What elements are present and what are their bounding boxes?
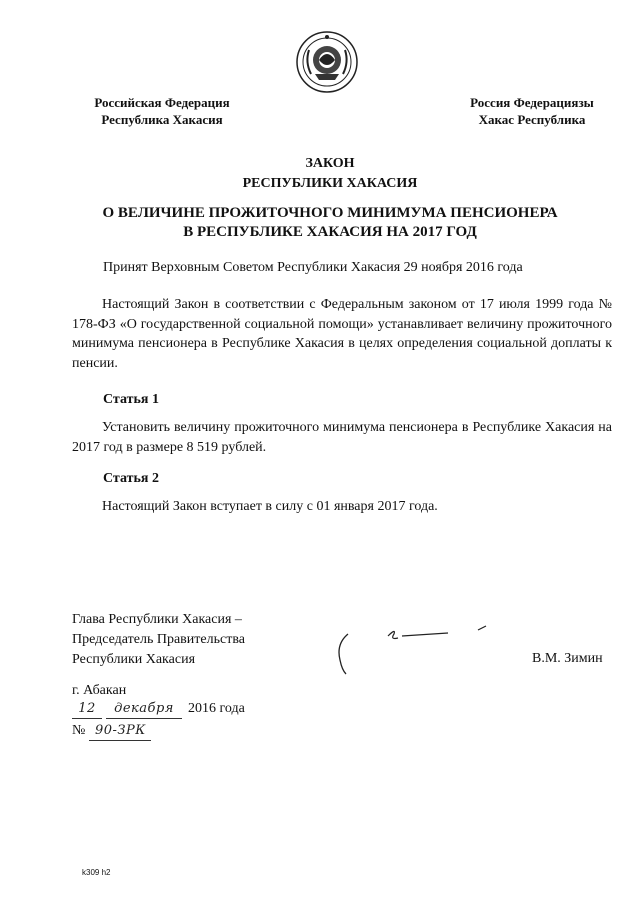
header-left-country: Российская Федерация — [94, 95, 230, 110]
date-year: 2016 года — [188, 701, 245, 716]
signatory-name: В.М. Зимин — [532, 651, 603, 666]
header-right-country: Россия Федерациязы — [470, 95, 594, 110]
handwritten-day: 12 — [72, 700, 102, 719]
number-sign: № — [72, 723, 86, 738]
signatory-position-line: Председатель Правительства — [72, 632, 245, 647]
adoption-statement: Принят Верховным Советом Республики Хакасия 29 ноября 2016 года — [103, 260, 523, 275]
handwritten-month: декабря — [106, 700, 182, 719]
preamble-paragraph: Настоящий Закон в соответствии с Федеральным законом от 17 июля 1999 года № 178-ФЗ «О государственной социальной помощи» устанавливает величину прожиточного минимума пенсионера в Республике Хакасия в целях определения социальной доплаты к пенсии. — [72, 297, 612, 371]
footer-code: k309 h2 — [82, 868, 111, 877]
law-title-line-1: О ВЕЛИЧИНЕ ПРОЖИТОЧНОГО МИНИМУМА ПЕНСИОНЕРА — [102, 205, 558, 221]
document-type: ЗАКОН — [305, 156, 355, 171]
law-title-line-2: В РЕСПУБЛИКЕ ХАКАСИЯ НА 2017 ГОД — [183, 224, 477, 240]
header-right-republic: Хакас Республика — [478, 112, 586, 127]
law-number — [72, 722, 151, 741]
header-left — [86, 94, 238, 128]
handwritten-signature — [330, 620, 500, 680]
article-1-text: Установить величину прожиточного минимума пенсионера в Республике Хакасия на 2017 год в размере 8 519 рублей. — [72, 420, 612, 455]
coat-of-arms-emblem — [295, 30, 359, 94]
article-1-title: Статья 1 — [103, 392, 159, 407]
header-left-republic: Республика Хакасия — [101, 112, 223, 127]
article-2-text: Настоящий Закон вступает в силу с 01 января 2017 года. — [102, 499, 438, 514]
signatory-position-line: Глава Республики Хакасия – — [72, 612, 242, 627]
place-of-signing: г. Абакан — [72, 683, 127, 698]
header-right — [452, 94, 612, 128]
issuing-authority: РЕСПУБЛИКИ ХАКАСИЯ — [242, 176, 418, 191]
signing-date — [72, 700, 245, 719]
handwritten-law-number: 90-ЗРК — [89, 722, 151, 741]
article-2-title: Статья 2 — [103, 471, 159, 486]
signatory-position-line: Республики Хакасия — [72, 652, 196, 667]
signatory-position — [72, 610, 245, 670]
